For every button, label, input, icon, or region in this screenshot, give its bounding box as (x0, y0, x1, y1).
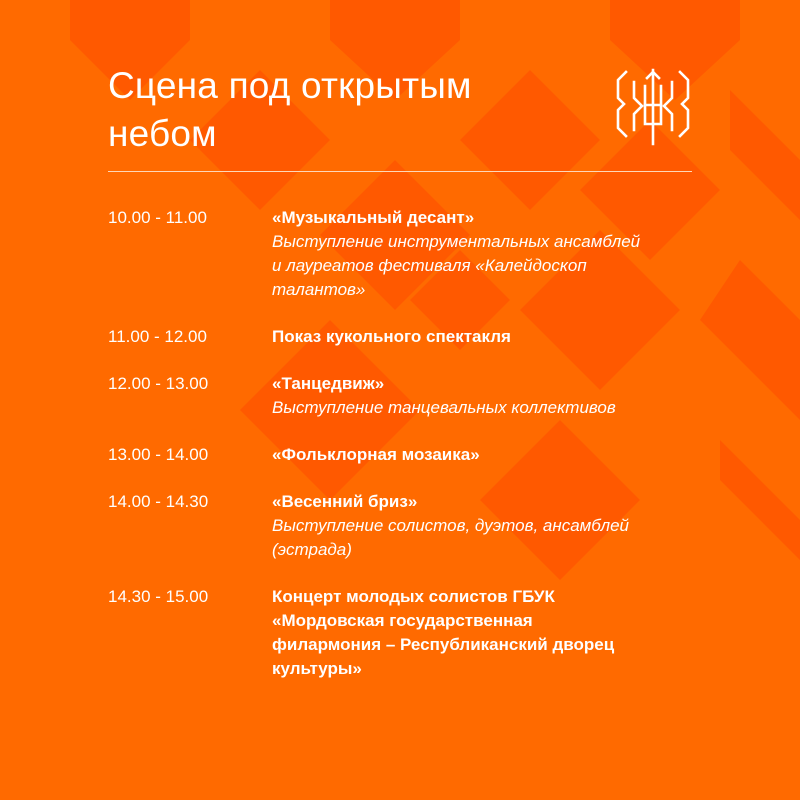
event-description-line: (эстрада) (272, 540, 352, 559)
schedule-item (108, 372, 708, 420)
title-line-2: небом (108, 113, 217, 154)
event-schedule (108, 206, 708, 704)
event-name: «Танцедвиж» (272, 374, 385, 393)
event-description-line: Выступление солистов, дуэтов, ансамблей (272, 516, 629, 535)
event-description-line: талантов» (272, 280, 366, 299)
event-time: 14.00 - 14.30 (108, 492, 209, 511)
ornament-logo-icon (612, 66, 694, 148)
schedule-item (108, 206, 708, 302)
event-description-line: Выступление инструментальных ансамблей (272, 232, 641, 251)
event-time: 13.00 - 14.00 (108, 445, 209, 464)
event-name: «Музыкальный десант» (272, 208, 475, 227)
schedule-item (108, 585, 708, 681)
event-description-line: и лауреатов фестиваля «Калейдоскоп (272, 256, 587, 275)
event-name: Показ кукольного спектакля (272, 327, 511, 346)
event-info (272, 585, 708, 681)
event-time: 14.30 - 15.00 (108, 587, 209, 606)
event-name: «Фольклорная мозаика» (272, 445, 480, 464)
event-info (272, 206, 708, 302)
event-info (272, 325, 708, 349)
schedule-item (108, 443, 708, 467)
event-time: 10.00 - 11.00 (108, 208, 207, 227)
event-name-line: культуры» (272, 659, 362, 678)
title-line-1: Сцена под открытым (108, 65, 472, 106)
schedule-item (108, 490, 708, 562)
event-name-line: филармония – Республиканский дворец (272, 635, 615, 654)
page-title (108, 62, 578, 158)
event-name-line: «Мордовская государственная (272, 611, 533, 630)
schedule-item (108, 325, 708, 349)
event-time: 12.00 - 13.00 (108, 374, 209, 393)
title-divider (108, 171, 692, 172)
event-name: «Весенний бриз» (272, 492, 418, 511)
event-time: 11.00 - 12.00 (108, 327, 207, 346)
event-name-line: Концерт молодых солистов ГБУК (272, 587, 555, 606)
event-description-line: Выступление танцевальных коллективов (272, 398, 616, 417)
event-info (272, 490, 708, 562)
event-info (272, 443, 708, 467)
event-info (272, 372, 708, 420)
